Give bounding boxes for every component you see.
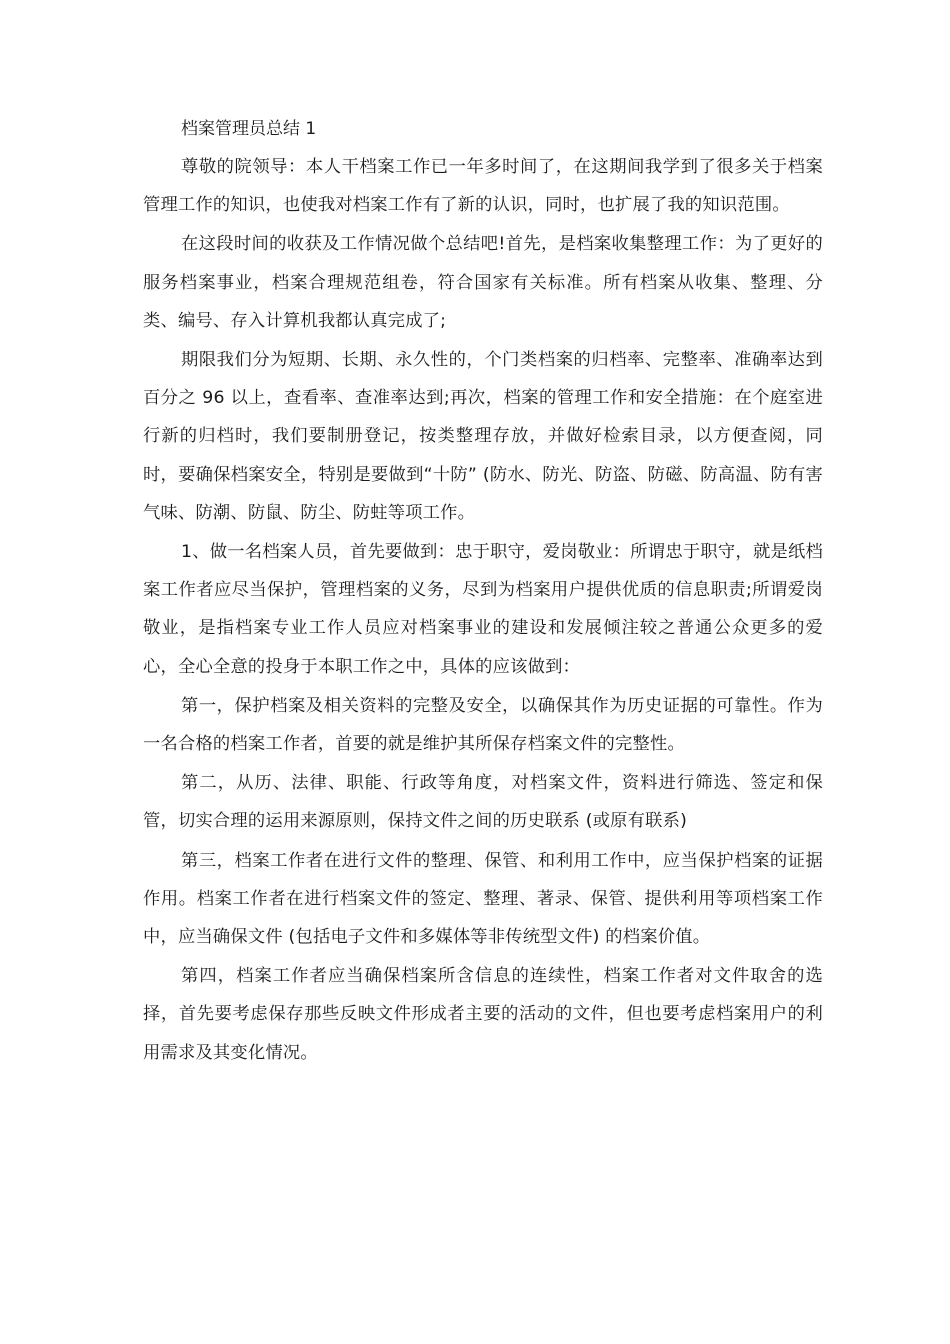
paragraph-point-three: 第三，档案工作者在进行文件的整理、保管、和利用工作中，应当保护档案的证据作用。档案工作者在进行档案文件的签定、整理、著录、保管、提供利用等项档案工作中，应当确保文件 (包括电子文件和多媒体等非传统型文件) 的档案价值。 <box>143 850 823 948</box>
paragraph-collection-work: 在这段时间的收获及工作情况做个总结吧!首先，是档案收集整理工作：为了更好的服务档案事业，档案合理规范组卷，符合国家有关标准。所有档案从收集、整理、分类、编号、存入计算机我都认真完成了; <box>143 234 823 331</box>
paragraph-point-one: 第一，保护档案及相关资料的完整及安全，以确保其作为历史证据的可靠性。作为一名合格的档案工作者，首要的就是维护其所保存档案文件的完整性。 <box>143 695 823 755</box>
paragraph-duty: 1、做一名档案人员，首先要做到：忠于职守，爱岗敬业：所谓忠于职守，就是纸档案工作者应尽当保护，管理档案的义务，尽到为档案用户提供优质的信息职责;所谓爱岗敬业，是指档案专业工作人员应对档案事业的建设和发展倾注较之普通公众更多的爱心，全心全意的投身于本职工作之中，具体的应该做到： <box>143 542 823 677</box>
paragraph-point-two: 第二，从历、法律、职能、行政等角度，对档案文件，资料进行筛选、签定和保管，切实合理的运用来源原则，保持文件之间的历史联系 (或原有联系) <box>143 773 823 832</box>
paragraph-point-four: 第四，档案工作者应当确保档案所含信息的连续性，档案工作者对文件取舍的选择，首先要考虑保存那些反映文件形成者主要的活动的文件，但也要考虑档案用户的利用需求及其变化情况。 <box>143 966 823 1063</box>
paragraph-archive-safety: 期限我们分为短期、长期、永久性的，个门类档案的归档率、完整率、准确率达到百分之 96 以上，查看率、查准率达到;再次，档案的管理工作和安全措施：在个庭室进行新的归档时，我们要制册登记，按类整理存放，并做好检索目录，以方便查阅，同时，要确保档案安全，特别是要做到“十防” (防水、防光、防盗、防磁、防高温、防有害气味、防潮、防鼠、防尘、防蛀等项工作。 <box>143 350 823 523</box>
document-title: 档案管理员总结 1 <box>181 119 317 139</box>
document-page <box>143 110 823 1072</box>
paragraph-salutation: 尊敬的院领导：本人干档案工作已一年多时间了，在这期间我学到了很多关于档案管理工作的知识，也使我对档案工作有了新的认识，同时，也扩展了我的知识范围。 <box>143 157 823 216</box>
